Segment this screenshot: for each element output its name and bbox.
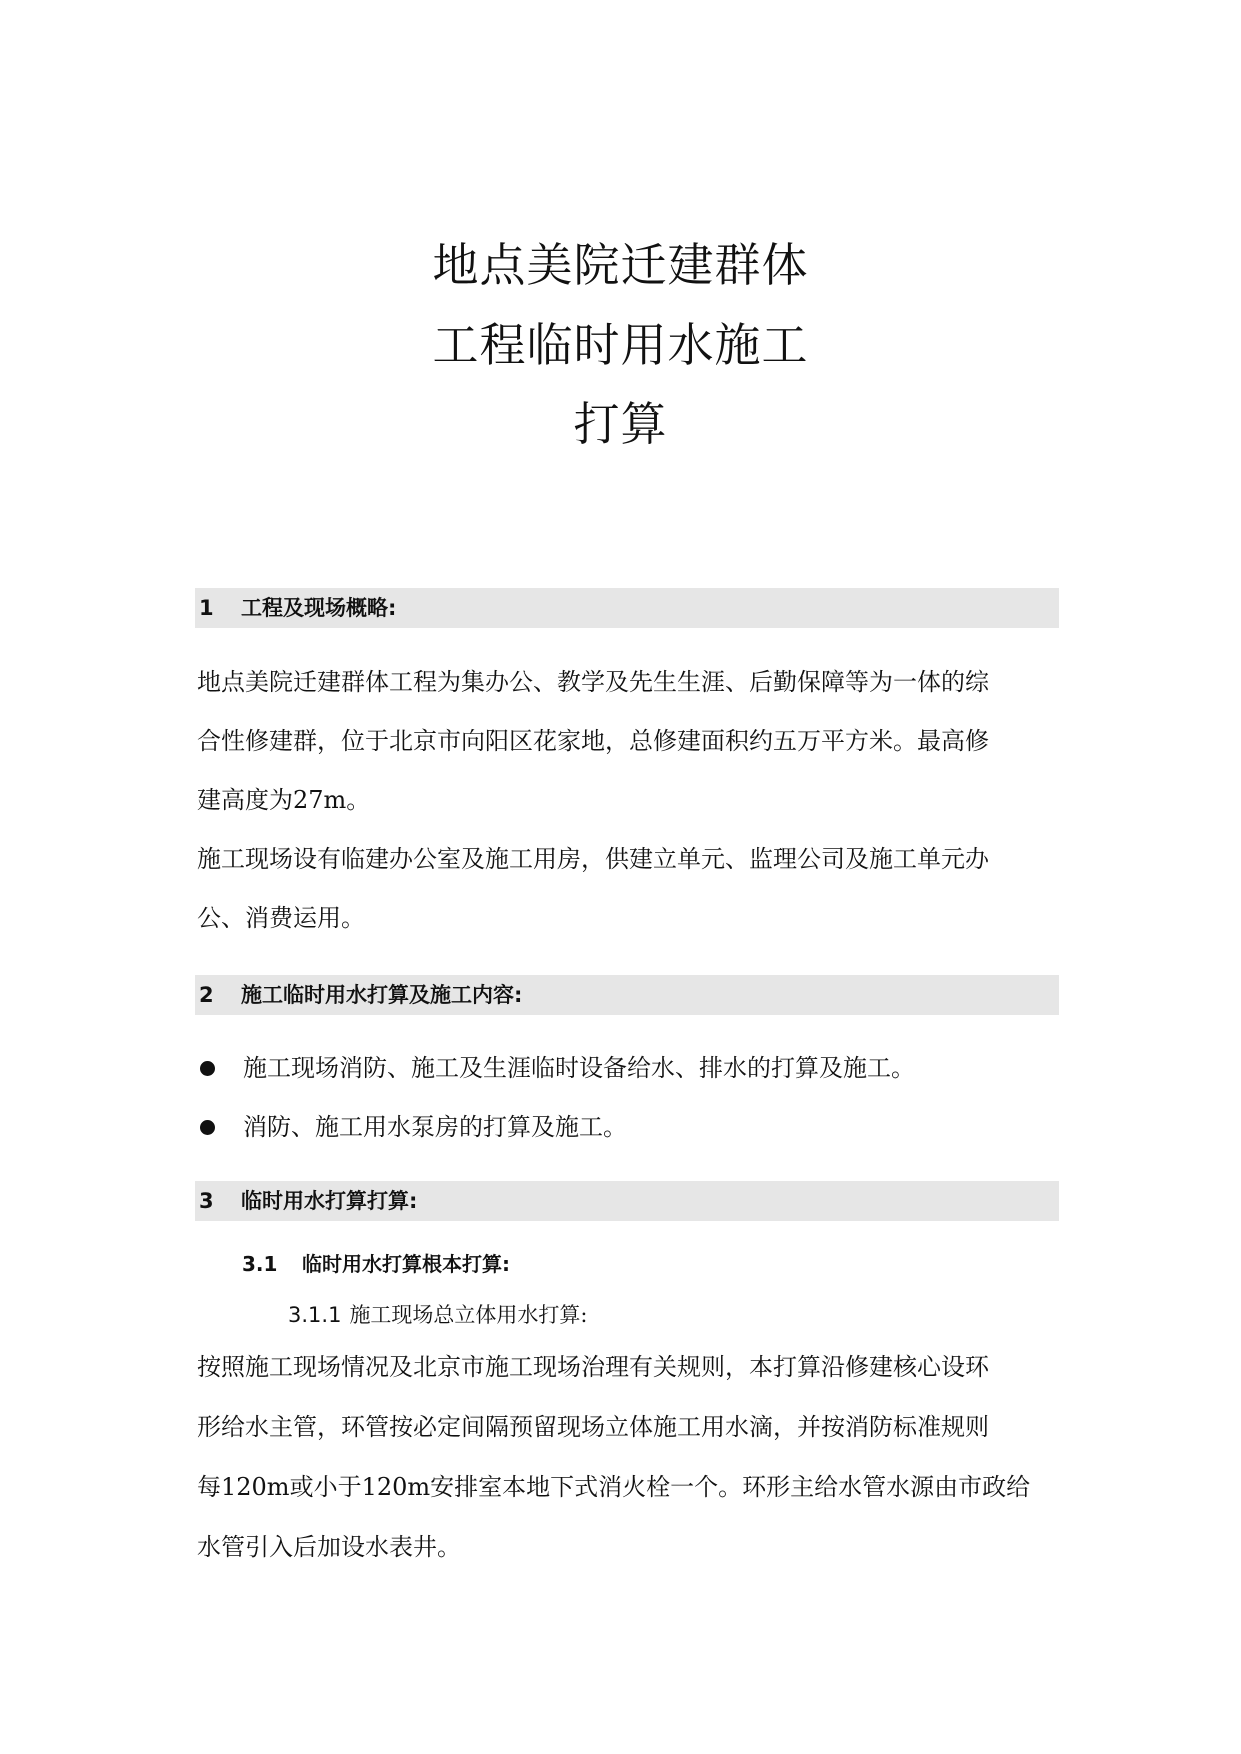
section-number: 3: [199, 1189, 214, 1213]
section-number: 2: [199, 983, 214, 1007]
bullet-item: [197, 1048, 1063, 1088]
paragraph-line: 建高度为27m。: [197, 786, 371, 814]
subsubsection-title: 施工现场总立体用水打算:: [349, 1303, 588, 1327]
section-3-heading: [195, 1181, 1059, 1221]
bullet-dot-icon: [200, 1120, 215, 1135]
bullet-dot-icon: [200, 1061, 215, 1076]
bullet-text: 施工现场消防、施工及生涯临时设备给水、排水的打算及施工。: [243, 1054, 915, 1082]
paragraph-line: 每120m或小于120m安排室本地下式消火栓一个。环形主给水管水源由市政给: [197, 1473, 1031, 1501]
subsubsection-number: 3.1.1: [288, 1303, 342, 1327]
paragraph-line: 施工现场设有临建办公室及施工用房，供建立单元、监理公司及施工单元办: [197, 845, 989, 873]
paragraph-line: 形给水主管，环管按必定间隔预留现场立体施工用水滴，并按消防标准规则: [197, 1413, 989, 1441]
paragraph-line: 合性修建群，位于北京市向阳区花家地，总修建面积约五万平方米。最高修: [197, 727, 989, 755]
subsection-number: 3.1: [242, 1252, 278, 1276]
subsection-title: 临时用水打算根本打算:: [302, 1252, 510, 1276]
section-number: 1: [199, 596, 214, 620]
paragraph-line: 按照施工现场情况及北京市施工现场治理有关规则，本打算沿修建核心设环: [197, 1353, 989, 1381]
title-line-1: 地点美院迁建群体: [432, 238, 809, 292]
section-1-heading: [195, 588, 1059, 628]
paragraph-line: 地点美院迁建群体工程为集办公、教学及先生生涯、后勤保障等为一体的综: [197, 668, 989, 696]
section-2-heading: [195, 975, 1059, 1015]
paragraph-line: 公、消费运用。: [197, 904, 365, 932]
title-line-2: 工程临时用水施工: [432, 318, 809, 372]
subsubsection-3-1-1-heading: [288, 1295, 588, 1335]
section-title: 临时用水打算打算:: [241, 1189, 418, 1213]
title-line-3: 打算: [573, 397, 668, 451]
section-title: 施工临时用水打算及施工内容:: [241, 983, 523, 1007]
section-title: 工程及现场概略:: [241, 596, 397, 620]
bullet-item: [197, 1107, 1063, 1147]
bullet-text: 消防、施工用水泵房的打算及施工。: [243, 1113, 627, 1141]
paragraph-line: 水管引入后加设水表井。: [197, 1533, 461, 1561]
